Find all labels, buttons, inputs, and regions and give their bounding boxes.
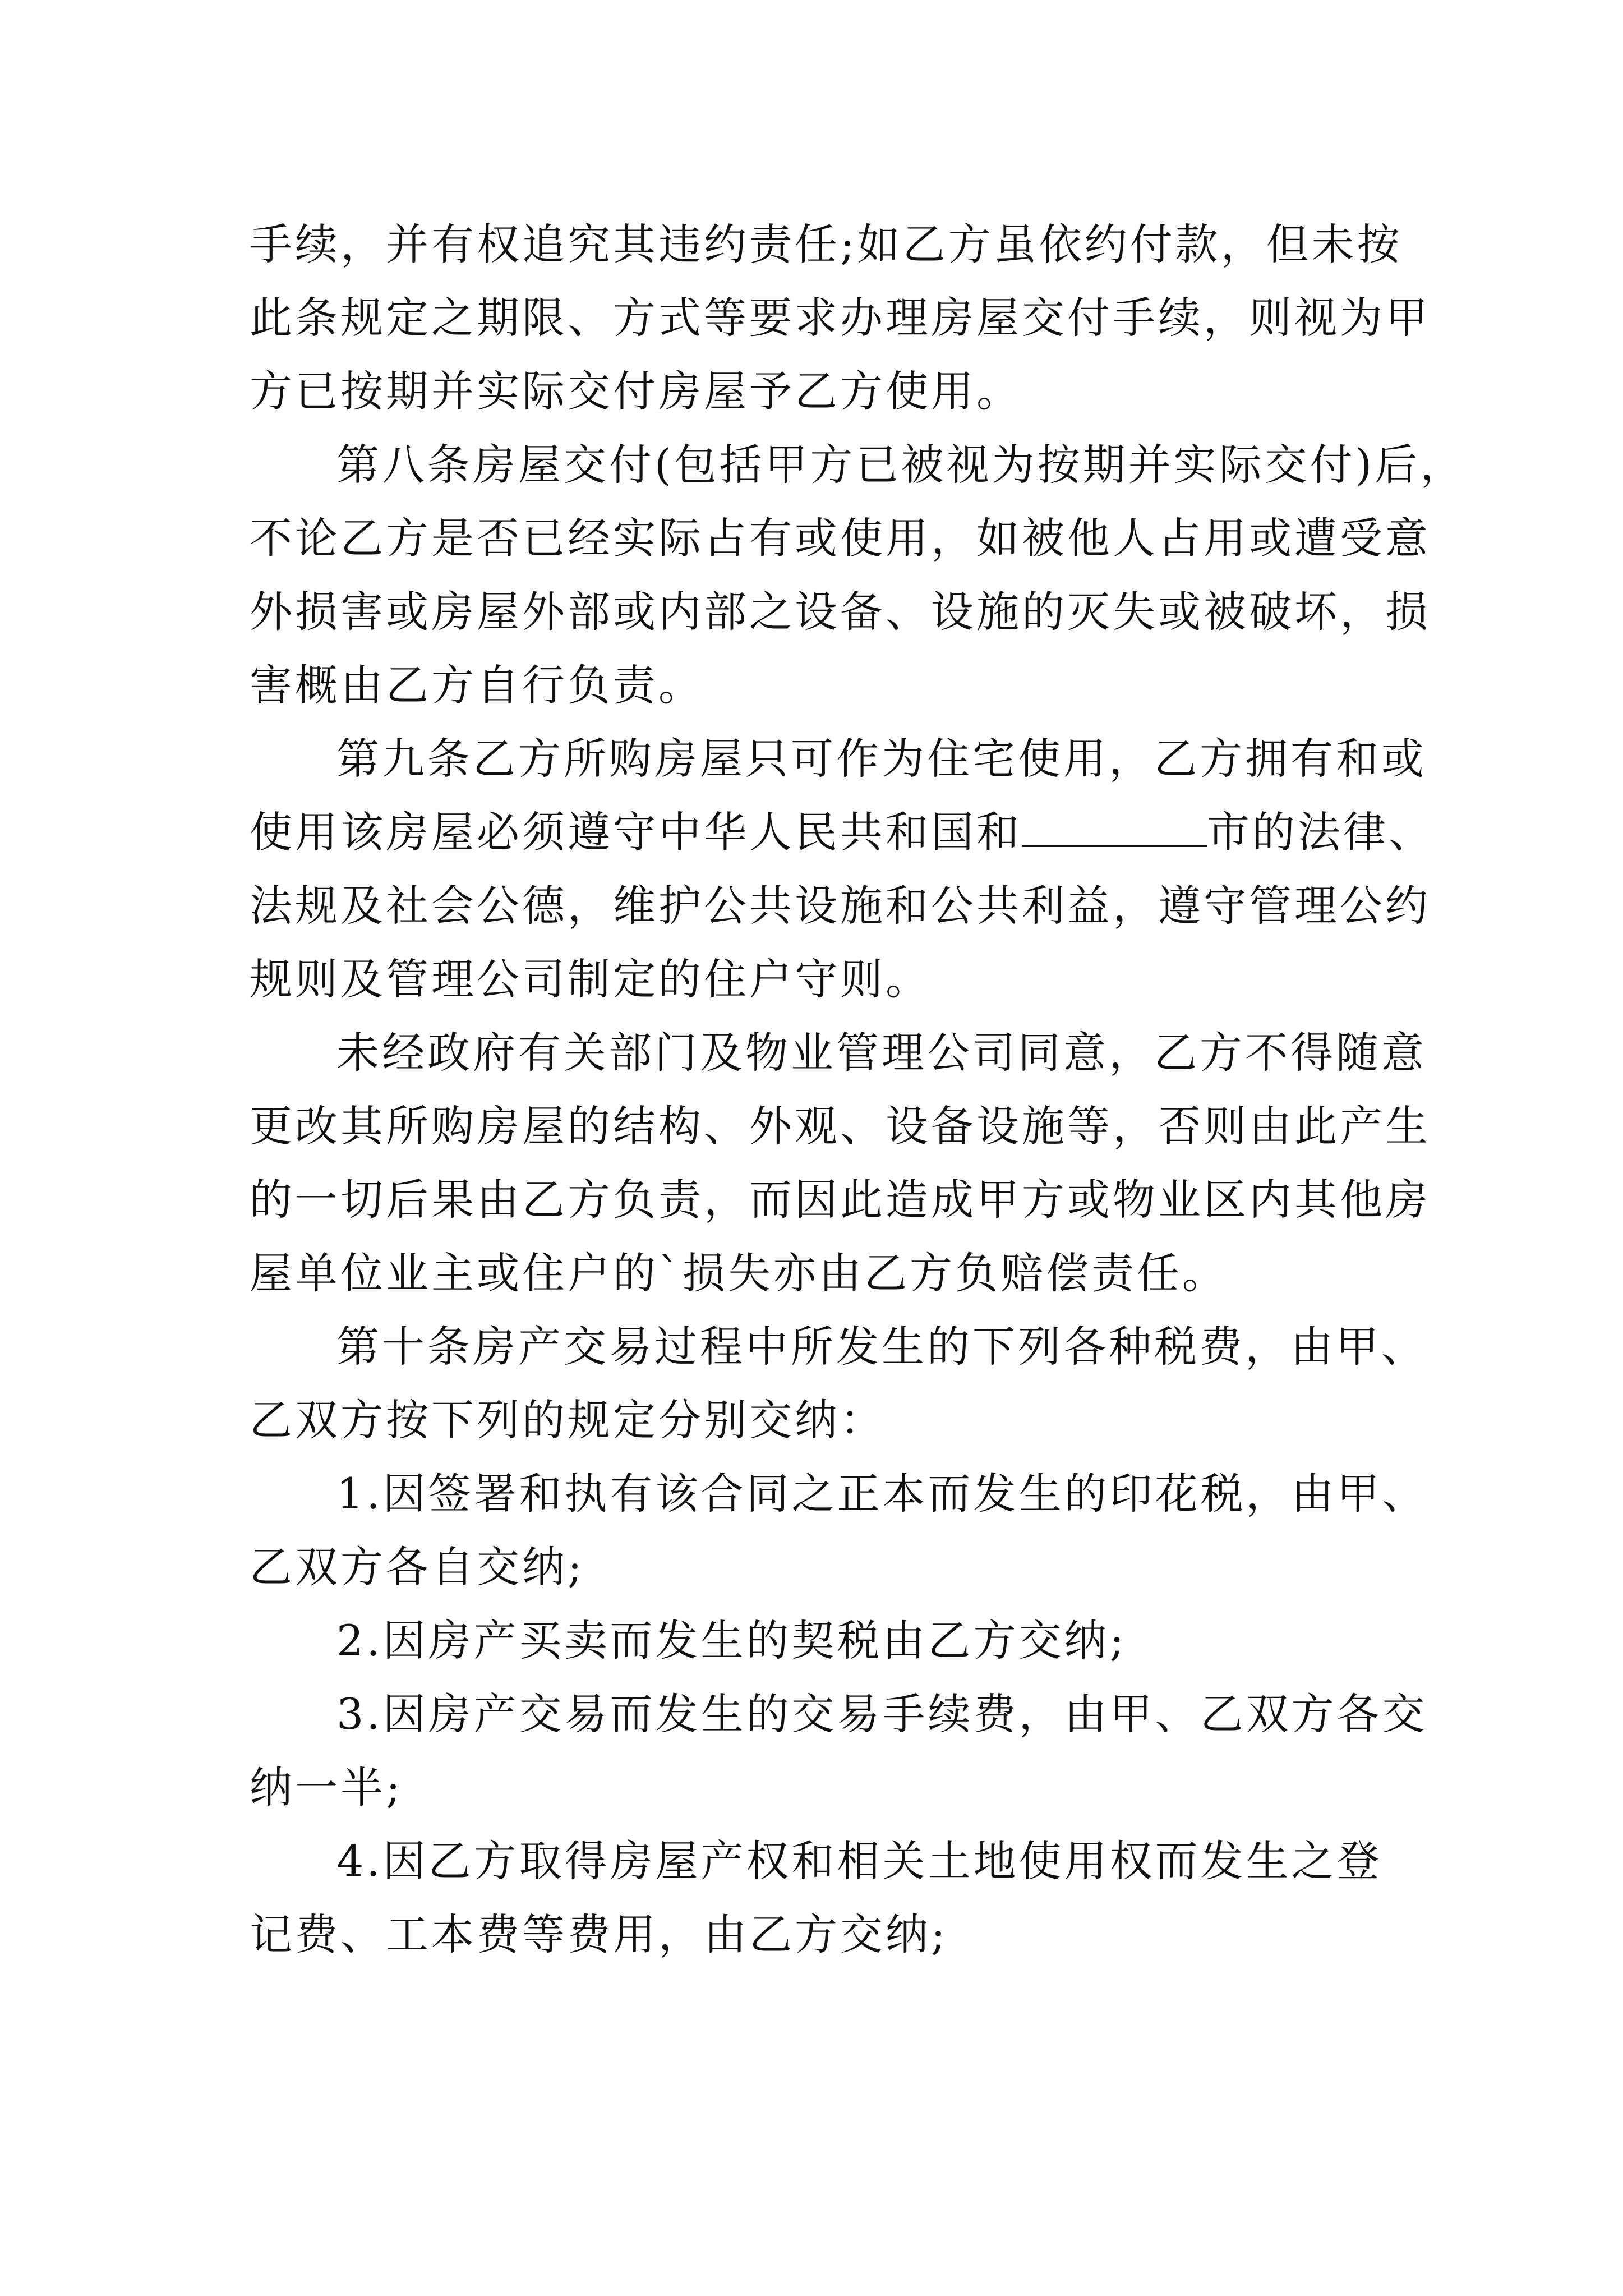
paragraph-delivery-procedure	[250, 208, 1431, 428]
text-line: 害概由乙方自行负责。	[250, 660, 704, 710]
paragraph-article-8	[250, 428, 1466, 722]
text-line: 的一切后果由乙方负责，而因此造成甲方或物业区内其他房	[250, 1175, 1431, 1225]
list-item-1	[250, 1457, 1428, 1604]
text-line-with-blank	[250, 795, 1434, 869]
text-line: 法规及社会公德，维护公共设施和公共利益，遵守管理公约	[250, 881, 1431, 931]
list-item-3	[250, 1677, 1428, 1824]
text-line: 1.因签署和执有该合同之正本而发生的印花税，由甲、	[336, 1469, 1428, 1519]
text-line: 屋单位业主或住户的`损失亦由乙方负赔偿责任。	[250, 1248, 1228, 1298]
text-line: 方已按期并实际交付房屋予乙方使用。	[250, 366, 1022, 416]
text-line: 未经政府有关部门及物业管理公司同意，乙方不得随意	[336, 1028, 1427, 1078]
text-line: 手续，并有权追究其违约责任;如乙方虽依约付款，但未按	[250, 219, 1403, 269]
text-line: 乙双方按下列的规定分别交纳：	[250, 1395, 886, 1445]
text-fragment: 市的法律、	[1207, 807, 1434, 857]
paragraph-no-alteration	[250, 1016, 1431, 1310]
text-line: 第十条房产交易过程中所发生的下列各种税费，由甲、	[336, 1322, 1427, 1372]
text-line: 乙双方各自交纳;	[250, 1542, 585, 1592]
text-line: 第九条乙方所购房屋只可作为住宅使用，乙方拥有和或	[336, 734, 1427, 784]
text-line: 3.因房产交易而发生的交易手续费，由甲、乙双方各交	[336, 1689, 1428, 1739]
text-line: 外损害或房屋外部或内部之设备、设施的灭失或被破坏，损	[250, 587, 1431, 637]
paragraph-article-9	[250, 722, 1434, 1016]
paragraph-article-10	[250, 1310, 1427, 1457]
list-item-4	[250, 1824, 1394, 1971]
fill-in-blank	[1022, 812, 1207, 847]
list-item-2	[250, 1604, 1394, 1677]
text-line: 纳一半;	[250, 1763, 403, 1812]
text-line: 4.因乙方取得房屋产权和相关土地使用权而发生之登	[336, 1836, 1382, 1886]
document-body	[250, 208, 1466, 1971]
text-line: 更改其所购房屋的结构、外观、设备设施等，否则由此产生	[250, 1101, 1431, 1151]
text-line: 此条规定之期限、方式等要求办理房屋交付手续，则视为甲	[250, 293, 1431, 343]
text-line: 记费、工本费等费用，由乙方交纳;	[250, 1910, 948, 1959]
text-line: 规则及管理公司制定的住户守则。	[250, 954, 931, 1004]
text-line: 2.因房产买卖而发生的契税由乙方交纳;	[336, 1616, 1127, 1665]
text-line: 不论乙方是否已经实际占有或使用，如被他人占用或遭受意	[250, 513, 1431, 563]
text-line: 第八条房屋交付(包括甲方已被视为按期并实际交付)后，	[336, 440, 1466, 490]
text-fragment: 使用该房屋必须遵守中华人民共和国和	[250, 807, 1022, 857]
